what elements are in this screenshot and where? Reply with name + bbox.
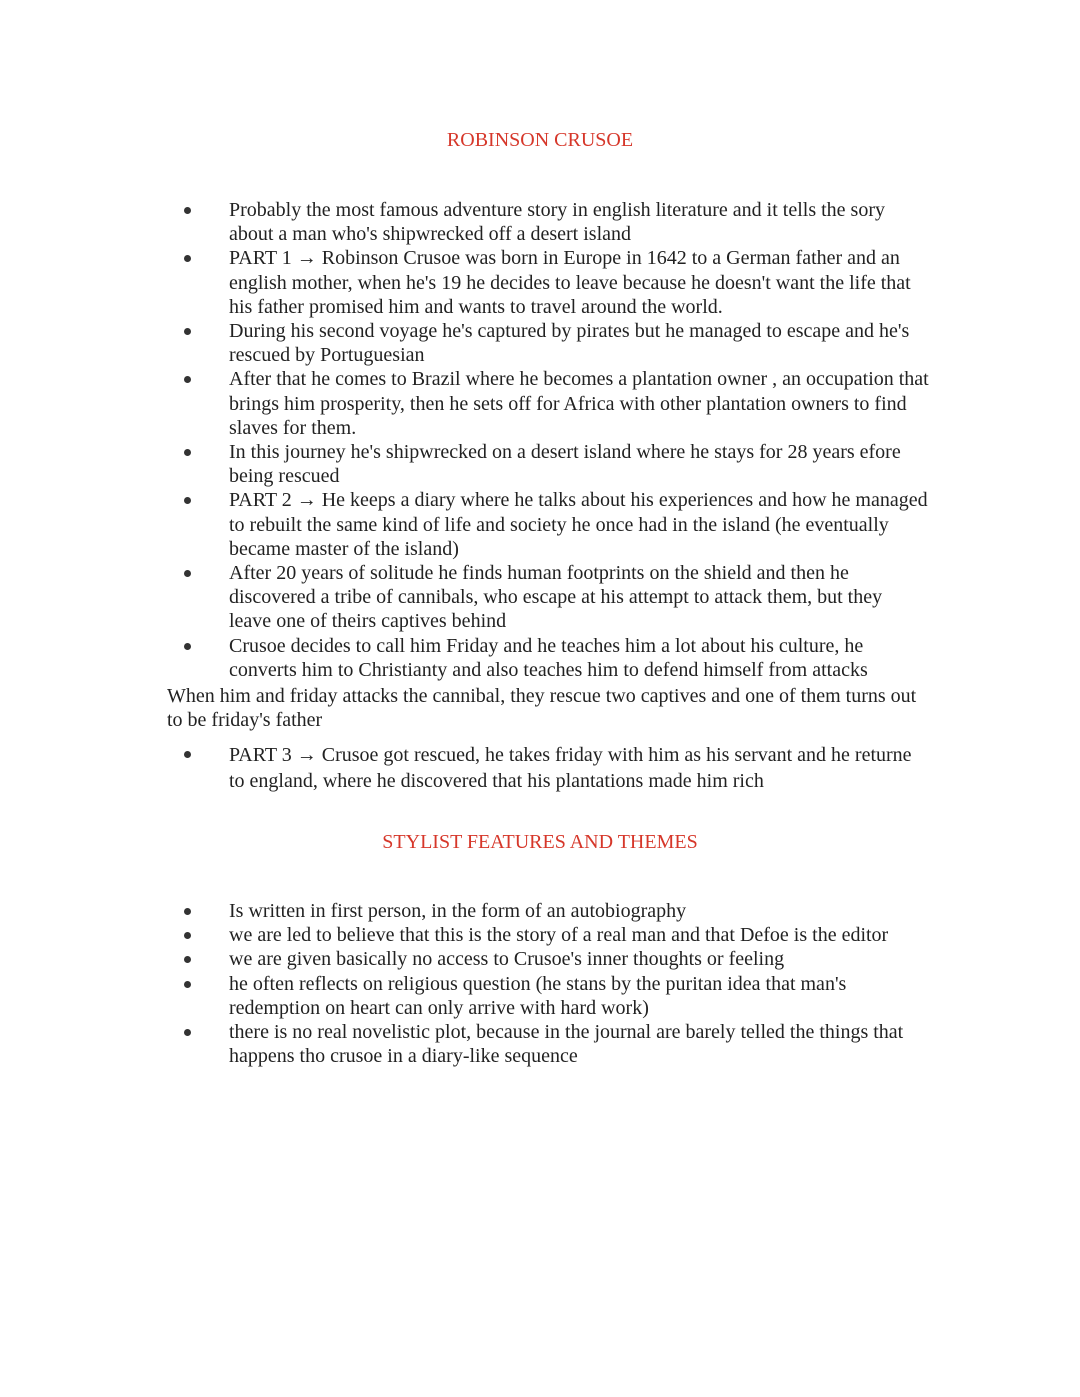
bullet-icon xyxy=(184,932,191,939)
bullet-icon xyxy=(184,207,191,214)
body-paragraph: When him and friday attacks the cannibal, they rescue two captives and one of them turns out to be friday's father xyxy=(167,685,917,732)
page-title: ROBINSON CRUSOE xyxy=(446,129,634,151)
bullet-icon xyxy=(184,908,191,915)
section-heading: STYLIST FEATURES AND THEMES xyxy=(382,831,698,853)
list-item-text: PART 1 → Robinson Crusoe was born in Europe in 1642 to a German father and an english mother, when he's 19 he decides to leave because he doesn't want the life that his father promised him and wants to travel around the world. xyxy=(229,247,911,318)
features-list xyxy=(0,899,1080,1068)
list-item xyxy=(0,1020,929,1068)
bullet-icon xyxy=(184,751,191,758)
list-item xyxy=(0,246,929,319)
bullet-icon xyxy=(184,449,191,456)
list-item-text: PART 3 → Crusoe got rescued, he takes friday with him as his servant and he returne to england, where he discovered that his plantations made him rich xyxy=(229,744,912,792)
list-item-text: After that he comes to Brazil where he becomes a plantation owner , an occupation that brings him prosperity, then he sets off for Africa with other plantation owners to find slaves for them. xyxy=(229,368,929,439)
bullet-icon xyxy=(184,570,191,577)
list-item-text: Crusoe decides to call him Friday and he teaches him a lot about his culture, he converts him to Christianty and also teaches him to defend himself from attacks xyxy=(229,634,868,681)
list-item xyxy=(0,488,929,561)
part3-list xyxy=(0,742,1080,794)
list-item xyxy=(0,899,929,923)
list-item-text: During his second voyage he's captured by pirates but he managed to escape and he's rescued by Portuguesian xyxy=(229,320,910,367)
list-item-text: we are led to believe that this is the story of a real man and that Defoe is the editor xyxy=(229,924,889,947)
list-item xyxy=(0,923,949,947)
list-item-text: there is no real novelistic plot, because in the journal are barely telled the things that happens tho crusoe in a diary-like sequence xyxy=(229,1021,904,1068)
bullet-icon xyxy=(184,255,191,262)
list-item xyxy=(0,972,929,1020)
list-item xyxy=(0,742,929,794)
list-item xyxy=(0,947,929,971)
bullet-icon xyxy=(184,328,191,335)
list-item xyxy=(0,634,929,682)
list-item xyxy=(0,319,929,367)
list-item xyxy=(0,440,929,488)
bullet-icon xyxy=(184,981,191,988)
bullet-icon xyxy=(184,1029,191,1036)
list-item-text: Probably the most famous adventure story in english literature and it tells the sory about a man who's shipwrecked off a desert island xyxy=(229,199,885,246)
list-item-text: we are given basically no access to Crusoe's inner thoughts or feeling xyxy=(229,948,785,971)
list-item-text: he often reflects on religious question (he stans by the puritan idea that man's redemption on heart can only arrive with hard work) xyxy=(229,972,847,1019)
bullet-icon xyxy=(184,497,191,504)
summary-list xyxy=(0,198,1080,682)
list-item xyxy=(0,198,929,246)
list-item xyxy=(0,367,929,440)
bullet-icon xyxy=(184,643,191,650)
bullet-icon xyxy=(184,376,191,383)
list-item xyxy=(0,561,929,634)
list-item-text: Is written in first person, in the form of an autobiography xyxy=(229,900,687,922)
list-item-text: After 20 years of solitude he finds human footprints on the shield and then he discovered a tribe of cannibals, who escape at his attempt to attack them, but they leave one of theirs captives behind xyxy=(229,562,883,633)
list-item-text: PART 2 → He keeps a diary where he talks about his experiences and how he managed to rebuilt the same kind of life and society he once had in the island (he eventually became master of the island) xyxy=(229,489,928,560)
list-item-text: In this journey he's shipwrecked on a desert island where he stays for 28 years efore being rescued xyxy=(229,441,901,488)
bullet-icon xyxy=(184,956,191,963)
